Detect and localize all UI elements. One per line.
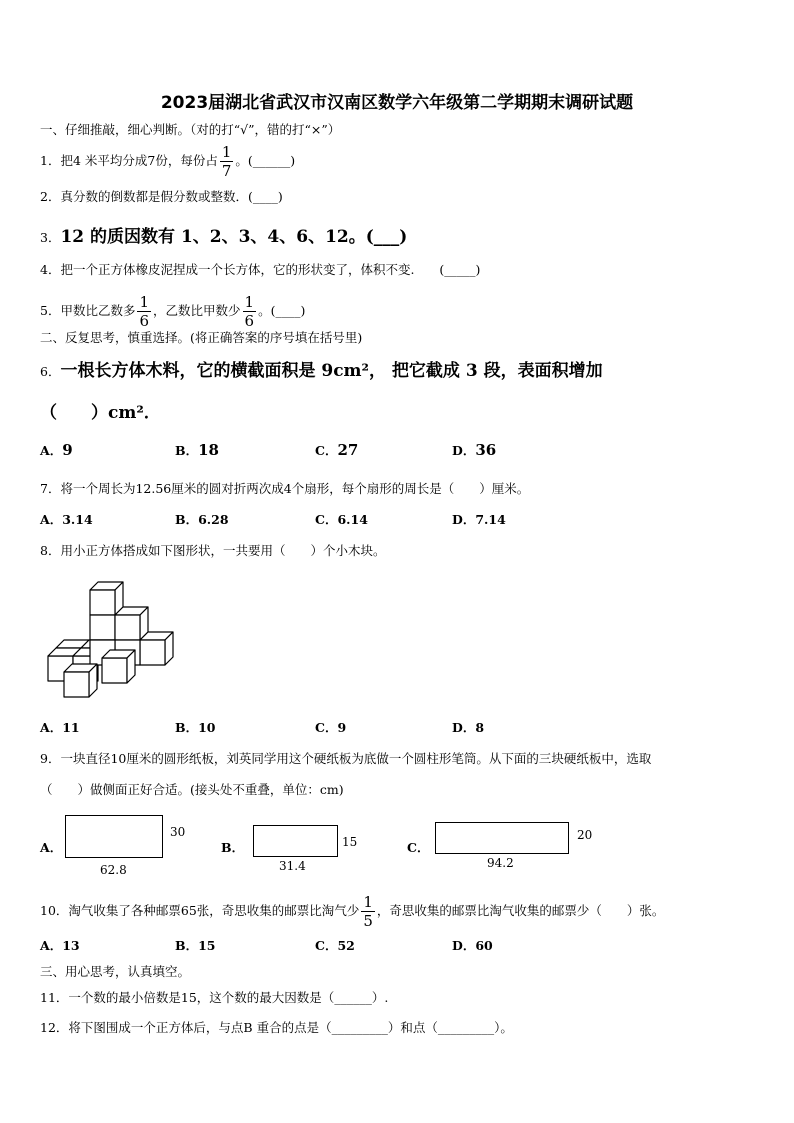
page-title: 2023届湖北省武汉市汉南区数学六年级第二学期期末调研试题 [160,93,634,113]
question-5: 5．甲数比乙数多 $\frac{1}{6}$ ，乙数比甲数少 $\frac{1}{6}$ 。(____) [40,293,306,330]
question-6: 6．一根长方体木料，它的横截面积是 9cm²， 把它截成 3 段，表面积增加 [40,361,603,381]
q9-option-a-rect[interactable] [65,815,163,858]
question-11: 11．一个数的最小倍数是15，这个数的最大因数是（______）. [40,990,389,1005]
q9-option-a-width: 62.8 [100,863,127,877]
q8-option-a[interactable]: A．11 [40,720,80,735]
q9-option-c-label[interactable]: C． [407,840,430,855]
question-1: 1．把4 米平均分成7份，每份占 $\frac{1}{7}$ 。(______) [40,143,296,180]
q8-option-b[interactable]: B．10 [175,720,216,735]
q9-option-b-height: 15 [342,835,358,849]
q10-option-a[interactable]: A．13 [40,938,80,953]
q9-option-c-rect[interactable] [435,822,569,854]
q6-option-b[interactable]: B．18 [175,441,219,459]
q8-option-d[interactable]: D．8 [452,720,485,735]
q10-option-b[interactable]: B．15 [175,938,216,953]
q9-option-b-width: 31.4 [279,859,306,873]
q9-option-a-label[interactable]: A． [40,840,63,855]
section-1-heading: 一、仔细推敲，细心判断。（对的打“√”，错的打“×”） [40,122,341,137]
q7-option-a[interactable]: A．3.14 [40,512,93,527]
q9-option-c-width: 94.2 [487,856,514,870]
q10-option-d[interactable]: D．60 [452,938,493,953]
section-2-heading: 二、反复思考，慎重选择。(将正确答案的序号填在括号里) [40,330,363,345]
question-4: 4．把一个正方体橡皮泥捏成一个长方体，它的形状变了，体积不变. (_____) [40,262,481,277]
q10-option-c[interactable]: C．52 [315,938,355,953]
question-9-line2: （ ）做侧面正好合适。(接头处不重叠，单位：cm) [40,782,344,797]
question-9-line1: 9．一块直径10厘米的圆形纸板，刘英同学用这个硬纸板为底做一个圆柱形笔筒。从下面的三块硬纸板中，选取 [40,751,652,766]
q6-option-c[interactable]: C．27 [315,441,359,459]
question-2: 2．真分数的倒数都是假分数或整数．(____) [40,189,283,204]
cube-stack-figure [40,578,190,700]
section-3-heading: 三、用心思考，认真填空。 [40,964,191,979]
q6-option-d[interactable]: D．36 [452,441,497,459]
q9-option-c-height: 20 [577,828,593,842]
question-6-line2: （ ）cm²． [40,403,161,423]
question-12: 12．将下图围成一个正方体后，与点B 重合的点是（_________）和点（_________）。 [40,1020,513,1035]
q8-option-c[interactable]: C．9 [315,720,347,735]
q9-option-b-label[interactable]: B． [221,840,245,855]
q7-option-c[interactable]: C．6.14 [315,512,368,527]
q7-option-d[interactable]: D．7.14 [452,512,506,527]
q6-option-a[interactable]: A．9 [40,441,73,459]
q9-option-a-height: 30 [170,825,186,839]
question-3: 3．12 的质因数有 1、2、3、4、6、12。(___) [40,227,408,247]
question-7: 7．将一个周长为12.56厘米的圆对折两次成4个扇形，每个扇形的周长是（ ）厘米。 [40,481,530,496]
q9-option-b-rect[interactable] [253,825,338,857]
q7-option-b[interactable]: B．6.28 [175,512,229,527]
question-10: 10．淘气收集了各种邮票65张，奇思收集的邮票比淘气少 $\frac{1}{5}$ ，奇思收集的邮票比淘气收集的邮票少（ ）张。 [40,893,665,930]
question-8: 8．用小正方体搭成如下图形状，一共要用（ ）个小木块。 [40,543,386,558]
